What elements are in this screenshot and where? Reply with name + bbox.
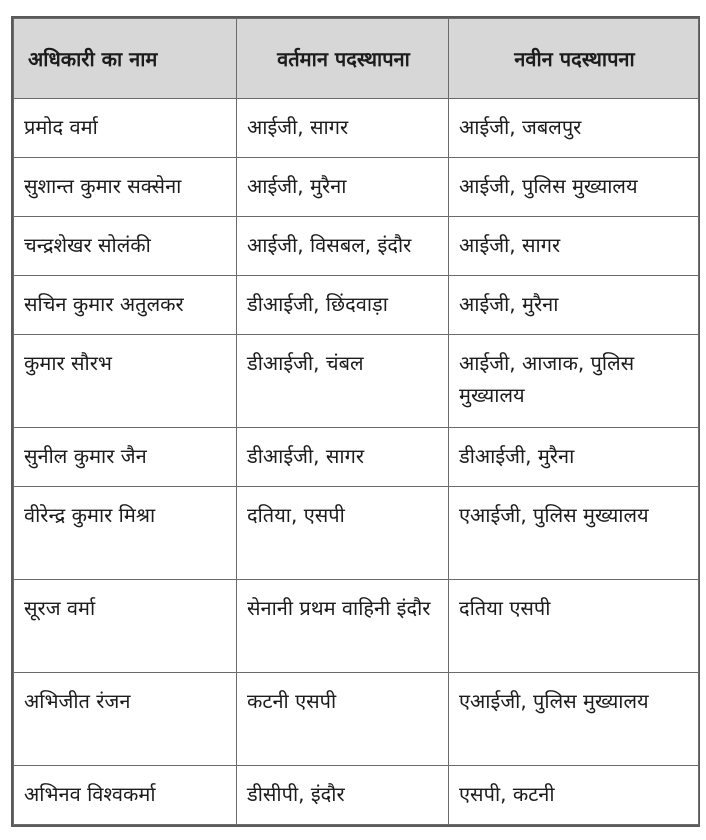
table-header-row xyxy=(14,19,699,99)
current-posting-cell: कटनी एसपी xyxy=(237,673,449,766)
current-posting-cell: आईजी, मुरैना xyxy=(237,158,449,217)
table-row xyxy=(14,487,699,580)
new-posting-cell: डीआईजी, मुरैना xyxy=(449,428,699,487)
header-new-posting: नवीन पदस्थापना xyxy=(449,19,699,99)
header-officer-name: अधिकारी का नाम xyxy=(14,19,237,99)
new-posting-cell: एआईजी, पुलिस मुख्यालय xyxy=(449,487,699,580)
table-row xyxy=(14,766,699,825)
current-posting-cell: सेनानी प्रथम वाहिनी इंदौर xyxy=(237,580,449,673)
officer-name-cell: प्रमोद वर्मा xyxy=(14,99,237,158)
officer-name-cell: सूरज वर्मा xyxy=(14,580,237,673)
current-posting-cell: आईजी, सागर xyxy=(237,99,449,158)
officer-name-cell: अभिजीत रंजन xyxy=(14,673,237,766)
new-posting-cell: एआईजी, पुलिस मुख्यालय xyxy=(449,673,699,766)
current-posting-cell: आईजी, विसबल, इंदौर xyxy=(237,217,449,276)
officer-name-cell: सचिन कुमार अतुलकर xyxy=(14,276,237,335)
table-row xyxy=(14,335,699,428)
current-posting-cell: डीसीपी, इंदौर xyxy=(237,766,449,825)
new-posting-cell: एसपी, कटनी xyxy=(449,766,699,825)
officer-name-cell: अभिनव विश्वकर्मा xyxy=(14,766,237,825)
table-row xyxy=(14,673,699,766)
transfer-table xyxy=(11,16,700,827)
table-row xyxy=(14,217,699,276)
officer-name-cell: वीरेन्द्र कुमार मिश्रा xyxy=(14,487,237,580)
new-posting-cell: आईजी, पुलिस मुख्यालय xyxy=(449,158,699,217)
current-posting-cell: डीआईजी, चंबल xyxy=(237,335,449,428)
table-row xyxy=(14,276,699,335)
new-posting-cell: आईजी, मुरैना xyxy=(449,276,699,335)
new-posting-cell: आईजी, आजाक, पुलिस मुख्यालय xyxy=(449,335,699,428)
table-row xyxy=(14,158,699,217)
current-posting-cell: डीआईजी, छिंदवाड़ा xyxy=(237,276,449,335)
table-row xyxy=(14,428,699,487)
officer-postings-table xyxy=(13,18,699,825)
officer-name-cell: सुनील कुमार जैन xyxy=(14,428,237,487)
table-row xyxy=(14,99,699,158)
new-posting-cell: आईजी, सागर xyxy=(449,217,699,276)
header-current-posting: वर्तमान पदस्थापना xyxy=(237,19,449,99)
table-row xyxy=(14,580,699,673)
officer-name-cell: कुमार सौरभ xyxy=(14,335,237,428)
current-posting-cell: दतिया, एसपी xyxy=(237,487,449,580)
officer-name-cell: सुशान्त कुमार सक्सेना xyxy=(14,158,237,217)
current-posting-cell: डीआईजी, सागर xyxy=(237,428,449,487)
officer-name-cell: चन्द्रशेखर सोलंकी xyxy=(14,217,237,276)
new-posting-cell: आईजी, जबलपुर xyxy=(449,99,699,158)
new-posting-cell: दतिया एसपी xyxy=(449,580,699,673)
